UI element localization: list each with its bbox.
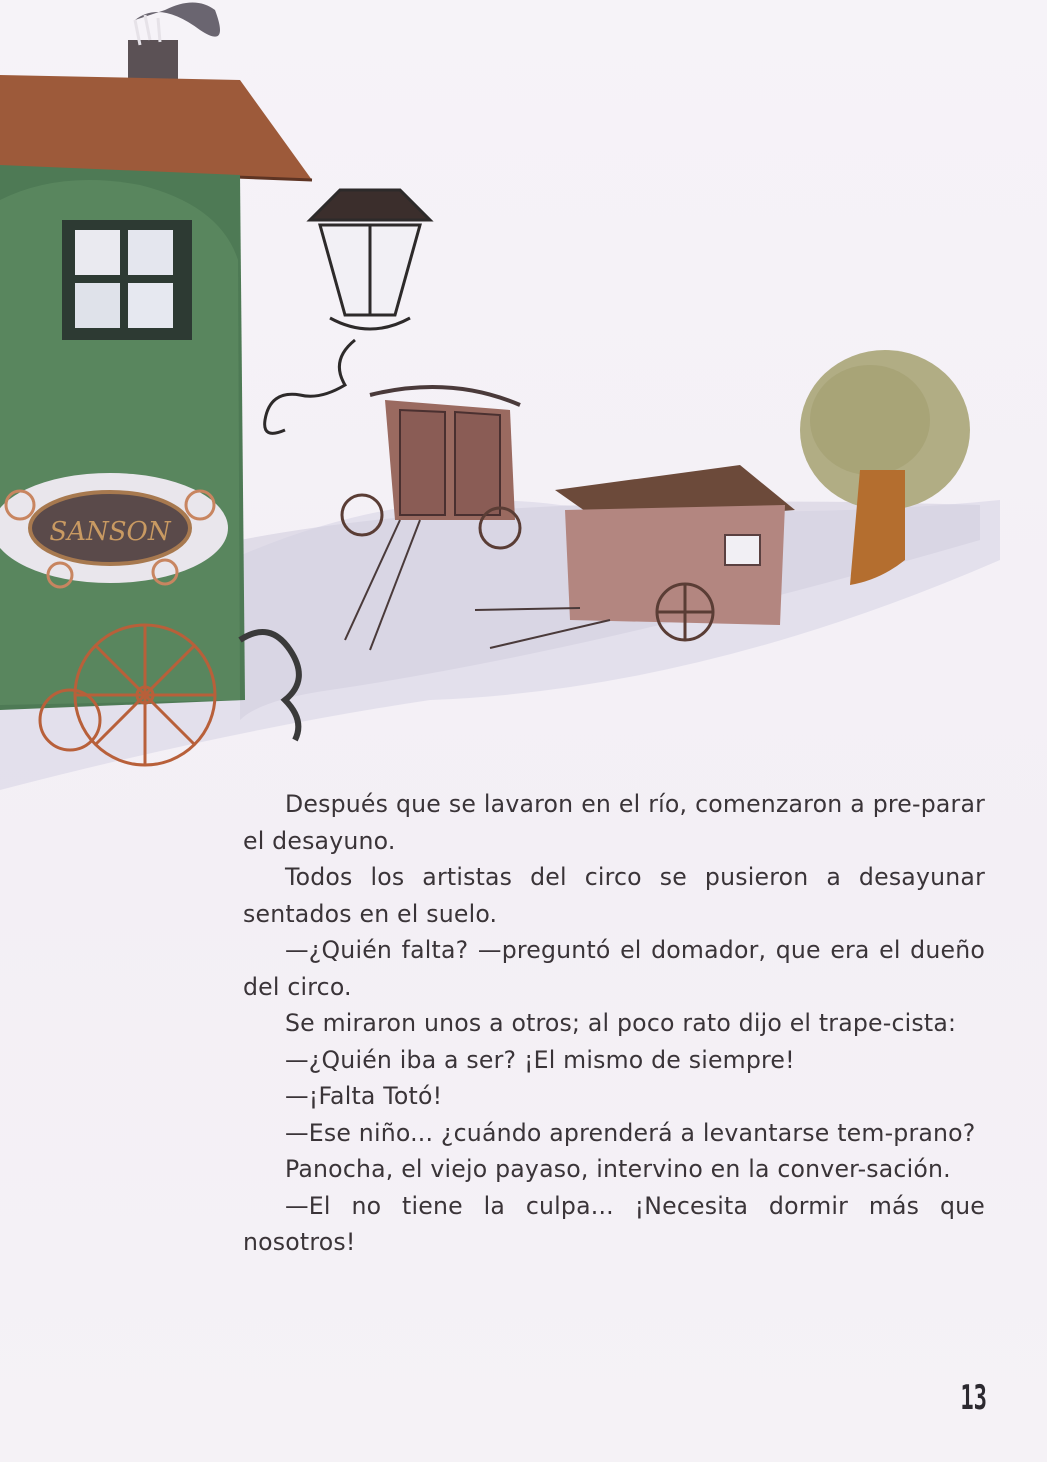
paragraph: Después que se lavaron en el río, comenzaron a pre-parar el desayuno. xyxy=(243,790,985,855)
paragraph: Panocha, el viejo payaso, intervino en la conver-sación. xyxy=(285,1155,951,1183)
lantern xyxy=(265,190,430,433)
wagon-sign-text: SANSON xyxy=(49,517,171,547)
paragraph: Todos los artistas del circo se pusieron a desayunar sentados en el suelo. xyxy=(243,863,985,928)
paragraph: —El no tiene la culpa... ¡Necesita dormir más que nosotros! xyxy=(243,1191,985,1256)
paragraph: Se miraron unos a otros; al poco rato dijo el trape-cista: xyxy=(285,1009,957,1037)
paragraph: —Ese niño... ¿cuándo aprenderá a levantarse tem-prano? xyxy=(285,1118,976,1147)
page-number: 13 xyxy=(960,1378,987,1418)
paragraph: —¿Quién falta? —preguntó el domador, que era el dueño del circo. xyxy=(243,936,985,1001)
paragraph: —¡Falta Totó! xyxy=(285,1082,443,1110)
wagon-roof xyxy=(0,75,312,180)
paragraph: —¿Quién iba a ser? ¡El mismo de siempre! xyxy=(285,1045,795,1074)
story-text xyxy=(243,786,985,1261)
